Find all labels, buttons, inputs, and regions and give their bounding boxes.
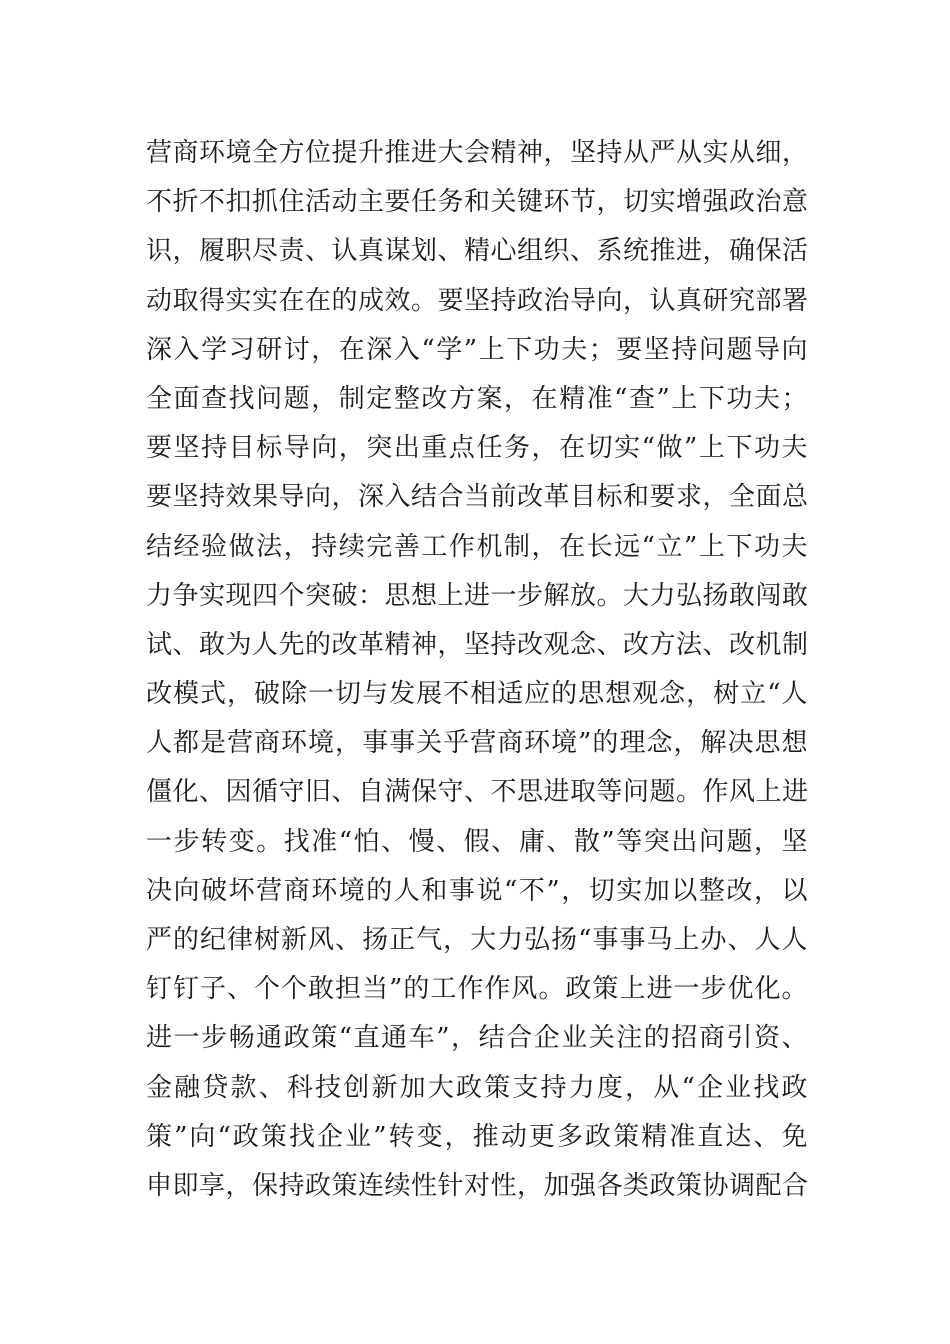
text-line: 改模式，破除一切与发展不相适应的思想观念，树立“人 <box>146 679 808 710</box>
text-line: 动取得实实在在的成效。要坚持政治导向，认真研究部署 <box>146 285 809 316</box>
text-line: 进一步畅通政策“直通车”，结合企业关注的招商引资、 <box>146 1023 808 1054</box>
text-line: 识，履职尽责、认真谋划、精心组织、系统推进，确保活 <box>146 236 809 267</box>
text-line: 决向破坏营商环境的人和事说“不”，切实加以整改，以 <box>146 875 808 906</box>
text-line: 僵化、因循守旧、自满保守、不思进取等问题。作风上进 <box>146 777 809 808</box>
text-line: 钉钉子、个个敢担当”的工作作风。政策上进一步优化。 <box>146 974 808 1005</box>
text-line: 全面查找问题，制定整改方案，在精准“查”上下功夫； <box>146 383 808 414</box>
text-line: 策”向“政策找企业”转变，推动更多政策精准直达、免 <box>146 1121 808 1152</box>
text-line: 金融贷款、科技创新加大政策支持力度，从“企业找政 <box>146 1072 808 1103</box>
text-line: 营商环境全方位提升推进大会精神，坚持从严从实从细， <box>146 138 809 168</box>
text-line: 一步转变。找准“怕、慢、假、庸、散”等突出问题，坚 <box>146 826 808 857</box>
text-line: 要坚持目标导向，突出重点任务，在切实“做”上下功夫 <box>146 433 808 464</box>
body-text <box>146 129 808 1211</box>
text-line: 深入学习研讨，在深入“学”上下功夫；要坚持问题导向 <box>146 334 808 365</box>
text-line: 要坚持效果导向，深入结合当前改革目标和要求，全面总 <box>146 482 809 513</box>
text-line: 人都是营商环境，事事关乎营商环境”的理念，解决思想 <box>146 728 808 759</box>
text-line: 申即享，保持政策连续性针对性，加强各类政策协调配合 <box>146 1170 809 1201</box>
text-line: 严的纪律树新风、扬正气，大力弘扬“事事马上办、人人 <box>146 925 808 955</box>
text-line: 不折不扣抓住活动主要任务和关键环节，切实增强政治意 <box>146 187 809 218</box>
text-line: 力争实现四个突破：思想上进一步解放。大力弘扬敢闯敢 <box>146 580 809 611</box>
text-line: 结经验做法，持续完善工作机制，在长远“立”上下功夫 <box>146 531 808 562</box>
text-line: 试、敢为人先的改革精神，坚持改观念、改方法、改机制 <box>146 629 809 660</box>
